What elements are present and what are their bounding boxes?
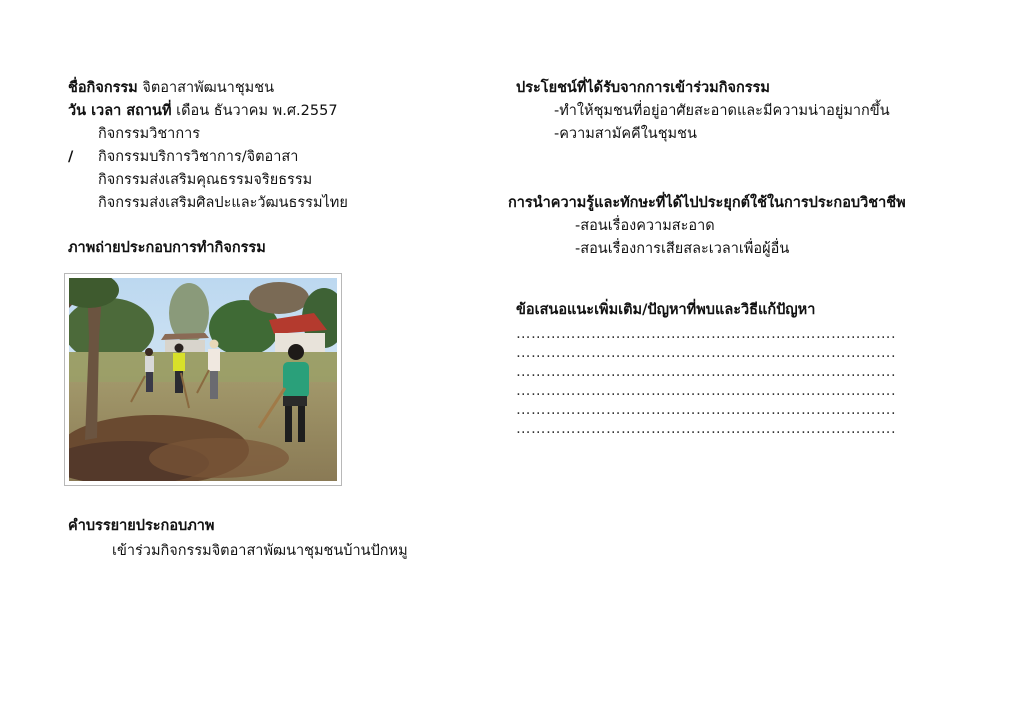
category-label: กิจกรรมวิชาการ	[98, 126, 201, 142]
suggestion-line: ………………………………………………………………….	[516, 345, 897, 361]
suggestion-line: ………………………………………………………………….	[516, 364, 897, 380]
category-item	[68, 193, 348, 213]
suggestion-line: ………………………………………………………………….	[516, 402, 897, 418]
application-item: -สอนเรื่องความสะอาด	[575, 218, 715, 234]
category-label: กิจกรรมบริการวิชาการ/จิตอาสา	[98, 149, 299, 165]
category-check: /	[68, 149, 74, 165]
activity-photo	[64, 273, 342, 486]
benefits-heading: ประโยชน์ที่ได้รับจากการเข้าร่วมกิจกรรม	[516, 80, 770, 96]
suggestion-line: ………………………………………………………………….	[516, 383, 897, 399]
caption-heading: คำบรรยายประกอบภาพ	[68, 518, 215, 534]
application-heading: การนำความรู้และทักษะที่ได้ไปประยุกต์ใช้ในการประกอบวิชาชีพ	[508, 195, 906, 211]
datetime-label: วัน เวลา สถานที่	[68, 103, 172, 119]
category-item	[68, 124, 200, 144]
suggestion-line: ………………………………………………………………….	[516, 326, 897, 342]
category-item	[68, 147, 298, 167]
category-label: กิจกรรมส่งเสริมศิลปะและวัฒนธรรมไทย	[98, 195, 348, 211]
suggestion-line: ………………………………………………………………….	[516, 421, 897, 437]
suggestions-heading: ข้อเสนอแนะเพิ่มเติม/ปัญหาที่พบและวิธีแก้ปัญหา	[516, 302, 816, 318]
category-item	[68, 170, 312, 190]
caption-text: เข้าร่วมกิจกรรมจิตอาสาพัฒนาชุมชนบ้านปักหมู	[112, 543, 408, 559]
activity-name-row	[68, 78, 274, 98]
photo-heading: ภาพถ่ายประกอบการทำกิจกรรม	[68, 240, 266, 256]
activity-name-value: จิตอาสาพัฒนาชุมชน	[142, 80, 274, 96]
application-item: -สอนเรื่องการเสียสละเวลาเพื่อผู้อื่น	[575, 241, 790, 257]
benefit-item: -ทำให้ชุมชนที่อยู่อาศัยสะอาดและมีความน่าอยู่มากขึ้น	[554, 103, 890, 119]
category-label: กิจกรรมส่งเสริมคุณธรรมจริยธรรม	[98, 172, 313, 188]
activity-photo-image	[69, 278, 337, 481]
datetime-value: เดือน ธันวาคม พ.ศ.2557	[176, 103, 338, 119]
benefit-item: -ความสามัคคีในชุมชน	[554, 126, 697, 142]
datetime-row	[68, 101, 338, 121]
activity-name-label: ชื่อกิจกรรม	[68, 80, 138, 96]
